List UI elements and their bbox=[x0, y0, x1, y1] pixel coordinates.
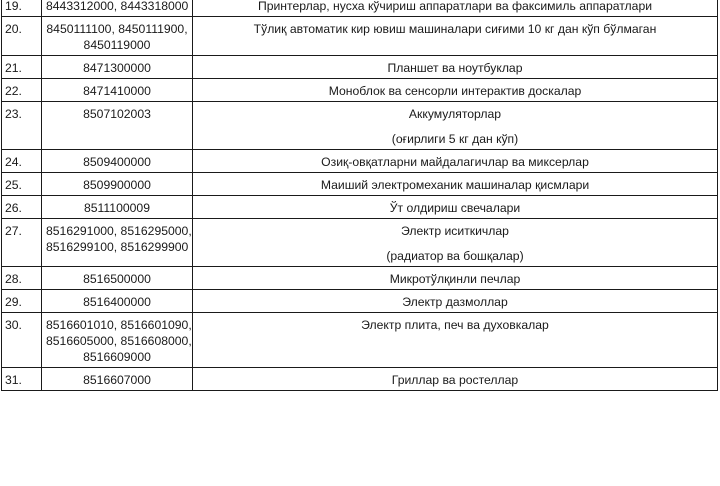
table-row bbox=[2, 196, 718, 219]
table-row bbox=[2, 56, 718, 79]
hs-codes-cell bbox=[42, 56, 193, 79]
hs-code-line: 8516601010, 8516601090, bbox=[46, 318, 192, 332]
description-cell bbox=[193, 368, 718, 391]
table-row bbox=[2, 219, 718, 267]
description-cell bbox=[193, 56, 718, 79]
description-cell bbox=[193, 173, 718, 196]
row-number: 31. bbox=[2, 368, 42, 391]
table-body bbox=[2, 0, 718, 391]
hs-code-line: 8516607000 bbox=[83, 373, 151, 387]
description-cell bbox=[193, 0, 718, 17]
hs-codes-cell bbox=[42, 79, 193, 102]
description-text: Озиқ-овқатларни майдалагичлар ва миксерлар bbox=[321, 155, 589, 169]
table-row bbox=[2, 102, 718, 150]
description-cell bbox=[193, 313, 718, 368]
description-cell bbox=[193, 79, 718, 102]
description-text: Тўлиқ автоматик кир ювиш машиналари сиғими 10 кг дан кўп бўлмаган bbox=[253, 22, 657, 36]
description-text: Планшет ва ноутбуклар bbox=[387, 61, 523, 75]
description-cell bbox=[193, 196, 718, 219]
hs-codes-cell bbox=[42, 17, 193, 56]
table-row bbox=[2, 0, 718, 17]
hs-codes-cell bbox=[42, 102, 193, 150]
description-text: Электр плита, печ ва духовкалар bbox=[361, 318, 549, 332]
table-row bbox=[2, 267, 718, 290]
hs-codes-cell bbox=[42, 150, 193, 173]
hs-code-line: 8516400000 bbox=[83, 295, 151, 309]
row-number: 30. bbox=[2, 313, 42, 368]
row-number: 28. bbox=[2, 267, 42, 290]
table-row bbox=[2, 79, 718, 102]
row-number: 23. bbox=[2, 102, 42, 150]
hs-code-line: 8509400000 bbox=[83, 155, 151, 169]
hs-code-line: 8516605000, 8516608000, bbox=[46, 334, 192, 348]
description-cell bbox=[193, 102, 718, 150]
hs-code-line: 8509900000 bbox=[83, 178, 151, 192]
description-text: Электр дазмоллар bbox=[402, 295, 508, 309]
row-number: 22. bbox=[2, 79, 42, 102]
row-number: 24. bbox=[2, 150, 42, 173]
table-row bbox=[2, 150, 718, 173]
row-number: 27. bbox=[2, 219, 42, 267]
hs-code-line: 8511100009 bbox=[84, 201, 150, 215]
hs-code-line: 8443312000, 8443318000 bbox=[46, 0, 189, 13]
description-cell bbox=[193, 290, 718, 313]
hs-codes-cell bbox=[42, 173, 193, 196]
description-text: Электр иситкичлар bbox=[401, 224, 509, 238]
description-cell bbox=[193, 267, 718, 290]
description-cell bbox=[193, 150, 718, 173]
row-number: 26. bbox=[2, 196, 42, 219]
table-row bbox=[2, 368, 718, 391]
table-row bbox=[2, 17, 718, 56]
row-number: 20. bbox=[2, 17, 42, 56]
hs-codes-cell bbox=[42, 313, 193, 368]
description-text: Принтерлар, нусха кўчириш аппаратлари ва факсимиль аппаратлари bbox=[257, 0, 653, 13]
hs-codes-cell bbox=[42, 267, 193, 290]
description-cell bbox=[193, 219, 718, 267]
hs-code-line: 8507102003 bbox=[83, 107, 151, 121]
row-number: 19. bbox=[2, 0, 42, 17]
description-note: (оғирлиги 5 кг дан кўп) bbox=[391, 132, 519, 146]
table-row bbox=[2, 313, 718, 368]
hs-code-line: 8471300000 bbox=[83, 61, 151, 75]
description-text: Ўт олдириш свечалари bbox=[389, 201, 521, 215]
table-row bbox=[2, 290, 718, 313]
hs-codes-cell bbox=[42, 0, 193, 17]
description-text: Аккумуляторлар bbox=[408, 107, 502, 121]
hs-code-line: 8516291000, 8516295000, bbox=[46, 224, 192, 238]
row-number: 25. bbox=[2, 173, 42, 196]
description-note: (радиатор ва бошқалар) bbox=[386, 249, 524, 263]
hs-code-line: 8471410000 bbox=[83, 84, 151, 98]
description-text: Микротўлқинли печлар bbox=[389, 272, 521, 286]
description-cell bbox=[193, 17, 718, 56]
description-text: Моноблок ва сенсорли интерактив доскалар bbox=[328, 84, 582, 98]
hs-code-line: 8516500000 bbox=[83, 272, 151, 286]
table-row bbox=[2, 173, 718, 196]
hs-code-line: 8450111100, 8450111900, bbox=[46, 22, 188, 36]
description-text: Гриллар ва ростеллар bbox=[391, 373, 519, 387]
hs-codes-cell bbox=[42, 368, 193, 391]
row-number: 29. bbox=[2, 290, 42, 313]
hs-codes-cell bbox=[42, 290, 193, 313]
hs-code-line: 8450119000 bbox=[83, 38, 151, 52]
hs-codes-cell bbox=[42, 196, 193, 219]
description-text: Маиший электромеханик машиналар қисмлари bbox=[320, 178, 590, 192]
hs-code-line: 8516609000 bbox=[83, 350, 151, 364]
hs-code-line: 8516299100, 8516299900 bbox=[46, 240, 189, 254]
row-number: 21. bbox=[2, 56, 42, 79]
goods-table bbox=[1, 0, 718, 391]
hs-codes-cell bbox=[42, 219, 193, 267]
